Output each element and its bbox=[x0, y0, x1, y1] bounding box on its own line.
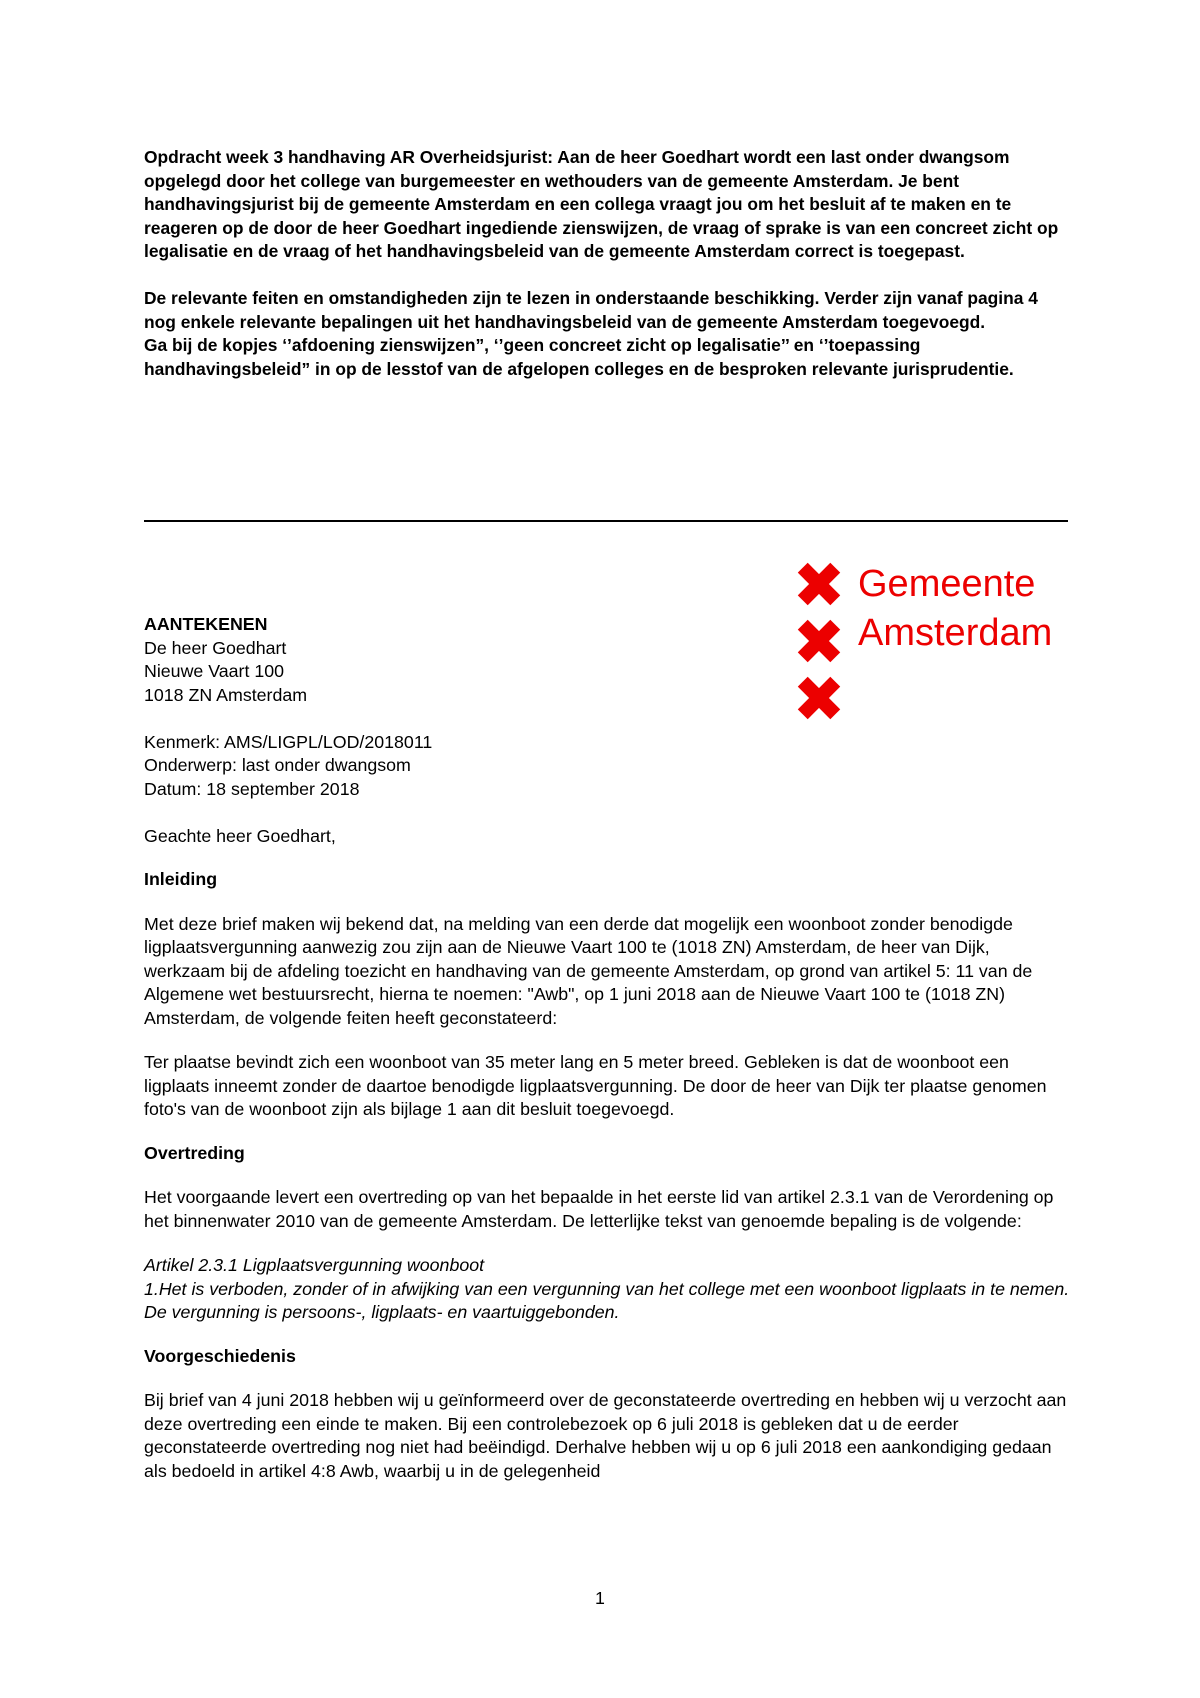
address-name: De heer Goedhart bbox=[144, 637, 287, 658]
section-heading-inleiding: Inleiding bbox=[144, 869, 218, 889]
section-heading-overtreding: Overtreding bbox=[144, 1142, 245, 1163]
reference-datum: Datum: 18 september 2018 bbox=[144, 778, 360, 799]
horizontal-divider bbox=[144, 520, 1068, 522]
reference-kenmerk: Kenmerk: AMS/LIGPL/LOD/2018011 bbox=[144, 731, 433, 752]
salutation: Geachte heer Goedhart, bbox=[144, 825, 336, 846]
overtreding-paragraph-1: Het voorgaande levert een overtreding op van het bepaalde in het eerste lid van artikel 2.3.1 van de Verordening op het binnenwater 2010 van de gemeente Amsterdam. De letterlijke tekst van genoemde bepaling is de volgende: bbox=[144, 1187, 1054, 1231]
inleiding-paragraph-2: Ter plaatse bevindt zich een woonboot van 35 meter lang en 5 meter breed. Gebleken is dat de woonboot een ligplaats inneemt zonder de daartoe benodigde ligplaatsvergunning. De door de heer van Dijk ter plaatse genomen foto's van de woonboot zijn als bijlage 1 aan dit besluit toegevoegd. bbox=[144, 1052, 1047, 1119]
assignment-paragraph-2a: De relevante feiten en omstandigheden zijn te lezen in onderstaande beschikking. Verder zijn vanaf pagina 4 nog enkele relevante bepalingen uit het handhavingsbeleid van de gemeente Amsterdam toegevoegd. bbox=[144, 288, 1038, 332]
reference-block bbox=[144, 731, 1070, 802]
logo-line-2: Amsterdam bbox=[858, 612, 1053, 654]
assignment-paragraph-2b: Ga bij de kopjes ‘’afdoening zienswijzen”, ‘’geen concreet zicht op legalisatie’’ en ‘’toepassing handhavingsbeleid” in op de lesstof van de afgelopen colleges en de besproken relevante jurisprudentie. bbox=[144, 335, 1014, 379]
address-street: Nieuwe Vaart 100 bbox=[144, 661, 285, 681]
assignment-paragraph-2 bbox=[144, 287, 1070, 381]
voorgeschiedenis-paragraph-1: Bij brief van 4 juni 2018 hebben wij u geïnformeerd over de geconstateerde overtreding en hebben wij u verzocht aan deze overtreding een einde te maken. Bij een controlebezoek op 6 juli 2018 is gebleken dat u de eerder geconstateerde overtreding nog niet had beëindigd. Derhalve hebben wij u op 6 juli 2018 een aankondiging gedaan als bedoeld in artikel 4:8 Awb, waarbij u in de gelegenheid bbox=[144, 1390, 1067, 1481]
address-city: 1018 ZN Amsterdam bbox=[144, 684, 308, 705]
reference-onderwerp: Onderwerp: last onder dwangsom bbox=[144, 755, 411, 775]
letter-body bbox=[144, 613, 1070, 1483]
section-heading-voorgeschiedenis: Voorgeschiedenis bbox=[144, 1345, 296, 1366]
inleiding-paragraph-1: Met deze brief maken wij bekend dat, na melding van een derde dat mogelijk een woonboot zonder benodigde ligplaatsvergunning aanwezig zou zijn aan de Nieuwe Vaart 100 te (1018 ZN) Amsterdam, de heer van Dijk, werkzaam bij de afdeling toezicht en handhaving van de gemeente Amsterdam, op grond van artikel 5: 11 van de Algemene wet bestuursrecht, hierna te noemen: "Awb", op 1 juni 2018 aan de Nieuwe Vaart 100 te (1018 ZN) Amsterdam, de volgende feiten heeft geconstateerd: bbox=[144, 913, 1033, 1028]
article-quote-title: Artikel 2.3.1 Ligplaatsvergunning woonboot bbox=[144, 1255, 485, 1275]
address-label: AANTEKENEN bbox=[144, 614, 268, 634]
logo-line-1: Gemeente bbox=[858, 563, 1036, 605]
address-block bbox=[144, 613, 1070, 707]
article-quote bbox=[144, 1254, 1070, 1325]
page-number: 1 bbox=[595, 1588, 605, 1608]
article-quote-text: 1.Het is verboden, zonder of in afwijking van een vergunning van het college met een woonboot ligplaats in te nemen. De vergunning is persoons-, ligplaats- en vaartuiggebonden. bbox=[144, 1278, 1070, 1322]
assignment-block bbox=[144, 146, 1070, 381]
assignment-paragraph-1: Opdracht week 3 handhaving AR Overheidsjurist: Aan de heer Goedhart wordt een last onder dwangsom opgelegd door het college van burgemeester en wethouders van de gemeente Amsterdam. Je bent handhavingsjurist bij de gemeente Amsterdam en een collega vraagt jou om het besluit af te maken en te reageren op de door de heer Goedhart ingediende zienswijzen, de vraag of sprake is van een concreet zicht op legalisatie en de vraag of het handhavingsbeleid van de gemeente Amsterdam correct is toegepast. bbox=[144, 147, 1059, 261]
